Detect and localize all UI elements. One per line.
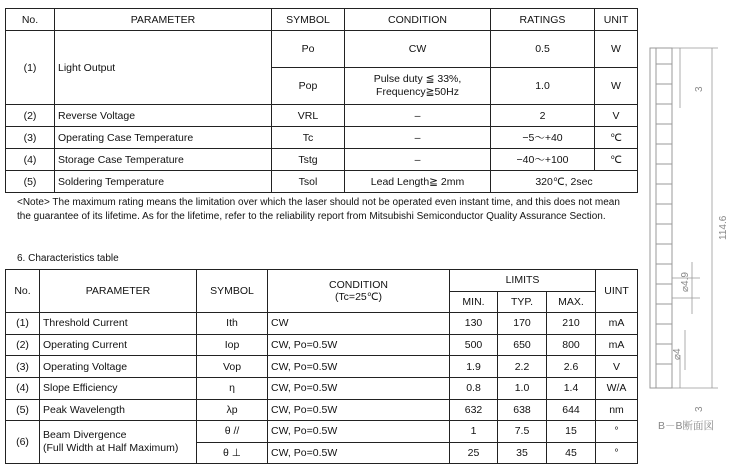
condition-sub-label: (Tc=25℃): [334, 291, 383, 304]
row-no: (3): [6, 356, 40, 378]
row-no: (1): [6, 31, 55, 105]
row-parameter: Operating Voltage: [40, 356, 197, 378]
row-unit: W: [595, 68, 638, 105]
row-no: (6): [6, 421, 40, 464]
row-unit: nm: [596, 399, 638, 421]
dim-bottom-label: 3: [694, 406, 705, 412]
table-row: [6, 105, 638, 127]
dim-pitch-value: 4.9: [680, 272, 691, 286]
row-condition: CW, Po=0.5W: [268, 399, 450, 421]
row-condition: –: [345, 105, 491, 127]
row-symbol: VRL: [272, 105, 345, 127]
table-row: [6, 399, 638, 421]
row-symbol: θ //: [197, 421, 268, 443]
row-no: (2): [6, 334, 40, 356]
table-row: [6, 421, 638, 443]
row-condition: CW, Po=0.5W: [268, 334, 450, 356]
row-rating: 1.0: [491, 68, 595, 105]
table-row: [6, 356, 638, 378]
header-condition: [268, 270, 450, 313]
row-rating: 320℃, 2sec: [491, 171, 638, 193]
header-min: MIN.: [450, 291, 498, 313]
parameter-line: Beam Divergence: [43, 429, 127, 442]
header-max: MAX.: [547, 291, 596, 313]
row-condition: CW: [345, 31, 491, 68]
row-condition: CW: [268, 313, 450, 335]
row-rating: −5〜+40: [491, 127, 595, 149]
row-unit: ℃: [595, 149, 638, 171]
row-condition: CW, Po=0.5W: [268, 442, 450, 464]
row-symbol: Iop: [197, 334, 268, 356]
header-symbol: SYMBOL: [272, 9, 345, 31]
profile-body: [650, 48, 672, 388]
header-limits: LIMITS: [450, 270, 596, 292]
row-parameter: Light Output: [55, 31, 272, 105]
dim-top-label: 3: [694, 86, 705, 92]
row-unit: V: [595, 105, 638, 127]
row-condition: –: [345, 127, 491, 149]
header-unit: UNIT: [595, 9, 638, 31]
cross-section-drawing: [640, 30, 748, 435]
row-no: (5): [6, 171, 55, 193]
row-min: 25: [450, 442, 498, 464]
row-unit: ℃: [595, 127, 638, 149]
max-ratings-table: [5, 8, 638, 193]
table-header-row: [6, 9, 638, 31]
header-no: No.: [6, 270, 40, 313]
row-unit: W: [595, 31, 638, 68]
row-condition: [345, 68, 491, 105]
row-typ: 35: [498, 442, 547, 464]
row-condition: Lead Length≧ 2mm: [345, 171, 491, 193]
row-max: 1.4: [547, 377, 596, 399]
row-symbol: η: [197, 377, 268, 399]
row-symbol: Vop: [197, 356, 268, 378]
row-typ: 1.0: [498, 377, 547, 399]
row-min: 632: [450, 399, 498, 421]
drawing-caption: B－B断面図: [658, 420, 715, 432]
table-header-row: [6, 270, 638, 292]
row-unit: °: [596, 442, 638, 464]
section-title: 6. Characteristics table: [17, 253, 119, 264]
row-min: 500: [450, 334, 498, 356]
row-symbol: λp: [197, 399, 268, 421]
row-parameter: Threshold Current: [40, 313, 197, 335]
row-unit: W/A: [596, 377, 638, 399]
row-symbol: Tc: [272, 127, 345, 149]
row-max: 210: [547, 313, 596, 335]
header-condition: CONDITION: [345, 9, 491, 31]
parameter-line: (Full Width at Half Maximum): [43, 442, 179, 455]
row-max: 15: [547, 421, 596, 443]
row-unit: mA: [596, 313, 638, 335]
table-row: [6, 149, 638, 171]
dimension-lines: [672, 48, 718, 388]
header-ratings: RATINGS: [491, 9, 595, 31]
ratings-note: <Note> The maximum rating means the limitation over which the laser should not be operated even instant time, and this does not mean the guarantee of its lifetime. As for the lifetime, refer to the reliability report from Mitsubishi Semiconductor Quality Assurance Section.: [17, 197, 620, 222]
row-parameter: Operating Current: [40, 334, 197, 356]
row-condition: CW, Po=0.5W: [268, 356, 450, 378]
row-parameter: Storage Case Temperature: [55, 149, 272, 171]
row-no: (4): [6, 149, 55, 171]
table-row: [6, 31, 638, 68]
row-no: (5): [6, 399, 40, 421]
condition-label: CONDITION: [329, 279, 388, 292]
table-row: [6, 313, 638, 335]
header-parameter: PARAMETER: [40, 270, 197, 313]
row-typ: 7.5: [498, 421, 547, 443]
row-no: (3): [6, 127, 55, 149]
row-typ: 638: [498, 399, 547, 421]
row-symbol: θ ⊥: [197, 442, 268, 464]
row-parameter: Reverse Voltage: [55, 105, 272, 127]
row-parameter: Peak Wavelength: [40, 399, 197, 421]
profile-outline: [650, 48, 672, 388]
row-condition: CW, Po=0.5W: [268, 421, 450, 443]
row-symbol: Pop: [272, 68, 345, 105]
row-no: (4): [6, 377, 40, 399]
dim-hole-label: ⌀4: [672, 348, 683, 360]
row-symbol: Tstg: [272, 149, 345, 171]
characteristics-table: [5, 269, 638, 464]
row-parameter: Soldering Temperature: [55, 171, 272, 193]
row-condition: CW, Po=0.5W: [268, 377, 450, 399]
header-parameter: PARAMETER: [55, 9, 272, 31]
row-min: 1.9: [450, 356, 498, 378]
dim-total-label: 114.6: [718, 215, 729, 240]
row-parameter: Operating Case Temperature: [55, 127, 272, 149]
header-typ: TYP.: [498, 291, 547, 313]
row-min: 130: [450, 313, 498, 335]
condition-line: Frequency≧50Hz: [376, 86, 459, 98]
dim-hole-value: 4: [672, 348, 683, 354]
row-rating: 0.5: [491, 31, 595, 68]
row-min: 0.8: [450, 377, 498, 399]
header-unit: UINT: [596, 270, 638, 313]
row-symbol: Ith: [197, 313, 268, 335]
row-condition: –: [345, 149, 491, 171]
row-no: (1): [6, 313, 40, 335]
row-min: 1: [450, 421, 498, 443]
row-typ: 170: [498, 313, 547, 335]
row-typ: 2.2: [498, 356, 547, 378]
dim-pitch-label: ⌀4.9: [680, 272, 691, 292]
row-parameter: Slope Efficiency: [40, 377, 197, 399]
table-row: [6, 334, 638, 356]
row-max: 800: [547, 334, 596, 356]
row-symbol: Po: [272, 31, 345, 68]
row-unit: V: [596, 356, 638, 378]
row-typ: 650: [498, 334, 547, 356]
table-row: [6, 171, 638, 193]
header-no: No.: [6, 9, 55, 31]
row-symbol: Tsol: [272, 171, 345, 193]
row-no: (2): [6, 105, 55, 127]
row-unit: mA: [596, 334, 638, 356]
row-rating: −40〜+100: [491, 149, 595, 171]
row-max: 644: [547, 399, 596, 421]
table-row: [6, 377, 638, 399]
header-symbol: SYMBOL: [197, 270, 268, 313]
row-parameter: [40, 421, 197, 464]
row-max: 2.6: [547, 356, 596, 378]
condition-line: Pulse duty ≦ 33%,: [373, 73, 462, 85]
row-max: 45: [547, 442, 596, 464]
table-row: [6, 127, 638, 149]
row-unit: °: [596, 421, 638, 443]
row-rating: 2: [491, 105, 595, 127]
